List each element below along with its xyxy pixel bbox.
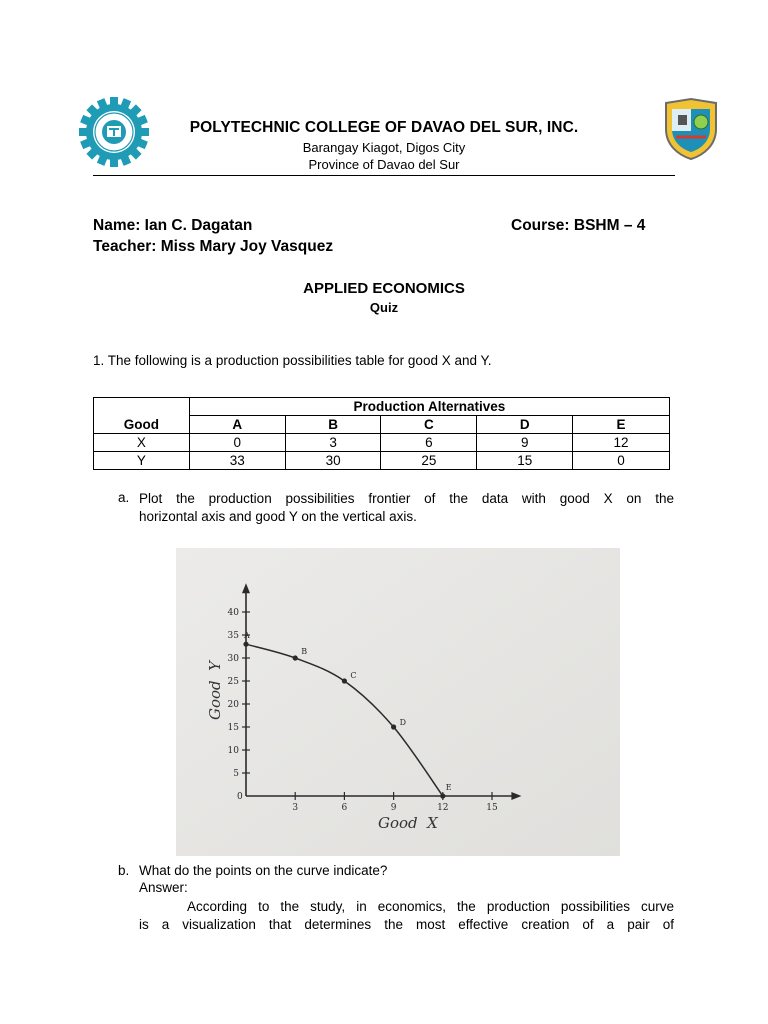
table-row: [94, 434, 670, 452]
quiz-label: Quiz: [369, 300, 399, 315]
x-axis-label: Good X: [378, 814, 438, 832]
ppf-graph-photo: [176, 548, 620, 856]
production-possibilities-table: [93, 397, 670, 470]
school-address-line-1: Barangay Kiagot, Digos City: [302, 140, 466, 155]
item-a-line-2: horizontal axis and good Y on the vertical axis.: [139, 509, 417, 524]
x-tick-label: 12: [437, 803, 449, 813]
data-point: [342, 678, 347, 683]
y-axis-label: Good Y: [206, 660, 224, 720]
item-b-letter: b.: [118, 863, 130, 878]
table-group-header: Production Alternatives: [189, 398, 669, 416]
answer-label: Answer:: [139, 880, 188, 895]
y-tick-label: 10: [227, 746, 239, 756]
x-tick-label: 9: [390, 803, 397, 813]
x-tick-label: 15: [486, 803, 498, 813]
table-cell: 12: [573, 434, 670, 452]
table-cell: 0: [573, 452, 670, 470]
student-name: Name: Ian C. Dagatan: [93, 217, 253, 234]
question-1-text: 1. The following is a production possibilities table for good X and Y.: [93, 353, 492, 368]
answer-line-1: According to the study, in economics, the production possibilities curve: [187, 899, 674, 914]
answer-line-2: is a visualization that determines the most effective creation of a pair of: [139, 917, 674, 932]
y-tick-label: 40: [227, 608, 239, 618]
x-tick-label: 3: [292, 803, 299, 813]
table-cell: 33: [189, 452, 285, 470]
y-tick-label: 15: [227, 723, 239, 733]
point-label: A: [244, 631, 250, 641]
table-cell: 9: [477, 434, 573, 452]
item-a-line-1: Plot the production possibilities frontier of the data with good X on the: [139, 491, 674, 506]
point-label: E: [445, 783, 452, 792]
point-label: B: [301, 647, 308, 656]
table-row: [94, 452, 670, 470]
data-point: [440, 793, 445, 798]
y-tick-label: 35: [227, 631, 239, 641]
school-address-line-2: Province of Davao del Sur: [308, 157, 460, 172]
data-point: [391, 724, 396, 729]
y-tick-label: 20: [227, 700, 239, 710]
table-group-header-row: [94, 398, 670, 416]
data-point: [243, 642, 248, 647]
table-cell: 3: [285, 434, 381, 452]
x-tick-label: 6: [341, 803, 348, 813]
data-point: [293, 655, 298, 660]
answer-text: [139, 898, 674, 934]
table-cell: 15: [477, 452, 573, 470]
paper-background: [176, 548, 620, 856]
point-label: D: [399, 718, 407, 727]
y-tick-label: 25: [227, 677, 239, 687]
y-tick-label: 5: [233, 769, 239, 779]
table-row-label: X: [94, 434, 190, 452]
origin-tick-label: 0: [237, 792, 243, 802]
item-a-text: [139, 490, 674, 526]
header-divider: [93, 175, 675, 176]
table-cell: 25: [381, 452, 477, 470]
table-cell: 6: [381, 434, 477, 452]
table-cell: 30: [285, 452, 381, 470]
table-column-header: D: [477, 416, 573, 434]
school-name: POLYTECHNIC COLLEGE OF DAVAO DEL SUR, INC.: [189, 119, 579, 136]
table-column-header: C: [381, 416, 477, 434]
item-a-letter: a.: [118, 490, 130, 505]
subject-title: APPLIED ECONOMICS: [303, 280, 465, 297]
table-row-label: Y: [94, 452, 190, 470]
table-row-header-good: Good: [94, 398, 190, 434]
table-cell: 0: [189, 434, 285, 452]
item-b-question: What do the points on the curve indicate?: [139, 863, 388, 878]
point-label: C: [350, 671, 357, 680]
course-label: Course: BSHM – 4: [511, 217, 646, 234]
y-tick-label: 30: [227, 654, 239, 664]
table-column-header: B: [285, 416, 381, 434]
table-column-header: A: [189, 416, 285, 434]
teacher-name: Teacher: Miss Mary Joy Vasquez: [93, 238, 334, 255]
table-column-header: E: [573, 416, 670, 434]
